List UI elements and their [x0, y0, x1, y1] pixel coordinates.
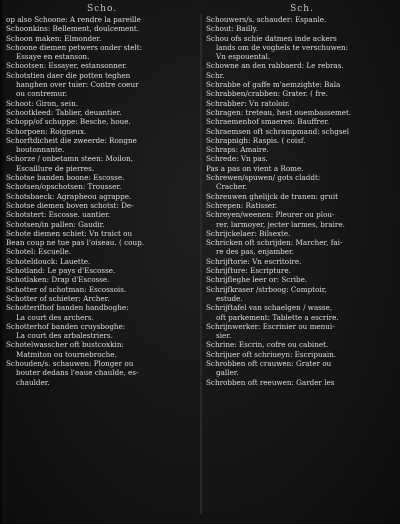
- dictionary-line: Schragen: treteau, hest ouembassemet.: [206, 107, 352, 117]
- dictionary-line: Schrobben oft crauwen: Grater ou: [206, 358, 332, 368]
- dictionary-line: Bean coup ne tue pas l'oiseau. ( coup.: [6, 238, 144, 248]
- dictionary-line: Schrine: Escrin, cofre ou cabinet.: [206, 340, 329, 350]
- dictionary-line: Schotsbaeck: Agrapheou agrappe.: [6, 191, 132, 201]
- dictionary-line: Schoteldouck: Lauette.: [6, 256, 91, 266]
- dictionary-line: rer, larmoyer, jecter larmes, braire.: [216, 219, 345, 229]
- dictionary-line: Schrijfleghe leer or: Scribe.: [206, 275, 308, 285]
- dictionary-line: Schoot: Giron, sein.: [6, 98, 78, 108]
- dictionary-line: Schotlaken: Drap d'Escosse.: [6, 275, 110, 285]
- dictionary-line: Schotelwasscher oft bustcoxkin:: [6, 340, 124, 350]
- dictionary-line: Schricken oft schrijden: Marcher, fai-: [206, 238, 343, 248]
- dictionary-line: Schr.: [206, 70, 225, 80]
- dictionary-line: Schrijftorie: Vn escritoire.: [206, 256, 302, 266]
- dictionary-line: Schotstien daer die potten teghen: [6, 70, 131, 80]
- dictionary-line: Schotterifhof banden handboghe:: [6, 303, 129, 313]
- dictionary-line: Schrobben oft reeuwen: Garder les: [206, 377, 335, 387]
- dictionary-line: Schotterhof banden cruysboghe:: [6, 321, 126, 331]
- dictionary-line: boutonnante.: [16, 145, 65, 155]
- dictionary-line: Vn espouental.: [216, 52, 271, 62]
- dictionary-line: Schraemenhof smaeren: Bauffrer.: [206, 117, 330, 127]
- dictionary-line: Schoone diemen petwers onder stelt:: [6, 42, 143, 52]
- dictionary-line: Schotstert: Escosse. uantier.: [6, 210, 111, 220]
- dictionary-line: Schotel: Escuelle.: [6, 247, 72, 257]
- dictionary-line: lands om de voghels te verschuwen:: [216, 42, 349, 52]
- dictionary-line: Schotse banden boone: Escosse.: [6, 173, 125, 183]
- left-column: [6, 4, 198, 387]
- dictionary-line: hanghen over tuier: Contre coeur: [16, 80, 139, 90]
- dictionary-line: Schreyen/weenen: Pleurer ou plou-: [206, 210, 335, 220]
- dictionary-line: Schouden/s. schauwen: Plonger ou: [6, 358, 134, 368]
- dictionary-line: ou contremur.: [16, 89, 68, 99]
- dictionary-line: Schrabber: Vn ratoloir.: [206, 98, 290, 108]
- dictionary-line: Schrewen/spuwen/ gots claddt:: [206, 173, 321, 183]
- dictionary-line: Schopp/of schuppe: Besche, houe.: [6, 117, 131, 127]
- left-entries: [6, 15, 198, 387]
- dictionary-line: Schrijftafel van schaelgen / wasse,: [206, 303, 333, 313]
- dictionary-line: Schrijckelaer: Bilsexte.: [206, 228, 291, 238]
- dictionary-line: Schowne an den rabbaerd: Le rebras.: [206, 61, 344, 71]
- dictionary-line: Schout: Bailly.: [206, 24, 258, 34]
- dictionary-line: sier.: [216, 331, 232, 341]
- dictionary-line: Essaye en estanson.: [16, 52, 90, 62]
- right-entries: [206, 15, 398, 387]
- dictionary-line: Schootsen: Essayer, estansonner.: [6, 61, 128, 71]
- dictionary-line: Schotse diemen boven schotst: De-: [6, 200, 134, 210]
- dictionary-line: Schrabbe of gaffe m'aemzighte: Bala: [206, 80, 341, 90]
- dictionary-line: Schotter of schieter: Archer.: [6, 293, 110, 303]
- dictionary-line: Cracher.: [216, 182, 248, 192]
- dictionary-line: oft parkement: Tablette a escrire.: [216, 312, 339, 322]
- dictionary-line: La court des arbalestriers.: [16, 331, 113, 341]
- dictionary-line: Schrapnigh: Raspis. ( coisf.: [206, 135, 306, 145]
- dictionary-line: Schorze / onbetamn steen: Moilon,: [6, 154, 134, 164]
- dictionary-line: re des pas, enjamber.: [216, 247, 294, 257]
- dictionary-line: Schorftdicheit die zweerde: Rongne: [6, 135, 137, 145]
- dictionary-line: Schraps: Amaire.: [206, 145, 269, 155]
- dictionary-line: Schoonkins: Bellement, doulcement.: [6, 24, 140, 34]
- dictionary-line: Schrijfkraser /strboog: Comptoir,: [206, 284, 327, 294]
- dictionary-line: Escaillure de pierres.: [16, 163, 95, 173]
- dictionary-line: La court des archers.: [16, 312, 94, 322]
- dictionary-line: galler.: [216, 368, 239, 378]
- dictionary-line: op also Schoone: A rendre la pareille: [6, 15, 141, 24]
- dictionary-line: Schrepen: Ratisser.: [206, 200, 278, 210]
- dictionary-line: Schrijnwerker: Escrinier ou menui-: [206, 321, 335, 331]
- dictionary-line: Schrijfture: Escripture.: [206, 266, 291, 276]
- dictionary-line: Pas a pas on vient a Rome.: [206, 163, 304, 173]
- dictionary-line: Schoon maken: Elmonder.: [6, 33, 102, 43]
- dictionary-line: Matmiton ou tournebroche.: [16, 349, 117, 359]
- column-divider: [200, 14, 202, 514]
- left-column-header: Scho.: [86, 4, 118, 14]
- dictionary-line: Schote diemen schiet: Vn traict ou: [6, 228, 133, 238]
- dictionary-line: Schouwers/s. schauder: Espanle.: [206, 15, 327, 24]
- dictionary-line: Schotsen/opschotsen: Trousser.: [6, 182, 122, 192]
- dictionary-line: Schotland: Le pays d'Escosse.: [6, 266, 116, 276]
- dictionary-line: Schou ofs schie datmen inde ackers: [206, 33, 337, 43]
- dictionary-line: Schootkleed: Tablier, deuantier.: [6, 107, 122, 117]
- dictionary-line: Schorpoen: Roigneux.: [6, 126, 87, 136]
- dictionary-line: Schotter of schotman: Escossois.: [6, 284, 127, 294]
- dictionary-line: chaulder.: [16, 377, 50, 387]
- dictionary-line: Schotsen/in pallen: Gaudir.: [6, 219, 105, 229]
- dictionary-line: Schrabben/crabben: Grater. ( fre.: [206, 89, 328, 99]
- right-column-header: Sch.: [290, 4, 314, 14]
- right-column: [206, 4, 398, 387]
- dictionary-line: Schrede: Vn pas.: [206, 154, 268, 164]
- dictionary-line: estude.: [216, 293, 243, 303]
- dictionary-line: Schreuwen ghelijck de tranen: gruit: [206, 191, 339, 201]
- dictionary-line: bouter dedans l'eaue chaulde, es-: [16, 368, 139, 378]
- dictionary-line: Schrijuer oft schriueyn: Escripuain.: [206, 349, 337, 359]
- dictionary-line: Schraemsen oft schrampmand: schgsel: [206, 126, 350, 136]
